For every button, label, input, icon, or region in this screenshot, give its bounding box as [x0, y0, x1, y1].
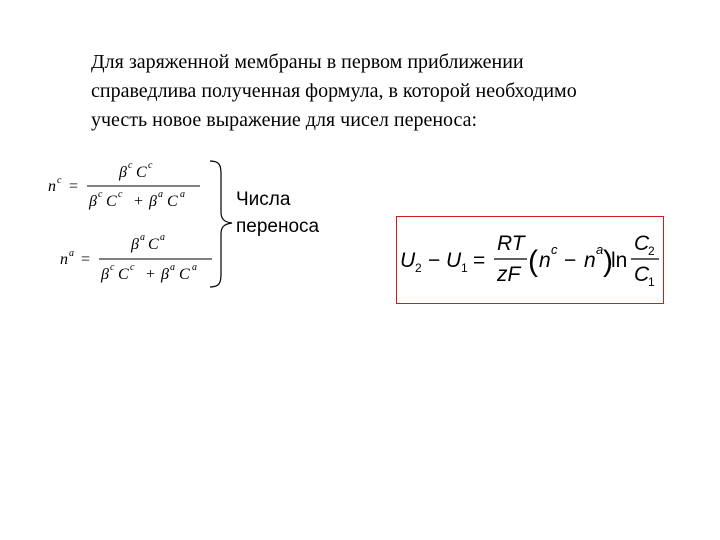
- v-rparen: ): [603, 245, 613, 278]
- na-den-beta1: β: [101, 266, 109, 283]
- nc-lhs-sup: c: [57, 175, 62, 186]
- na-lhs-sup: a: [69, 248, 74, 259]
- v-C1-sub: 1: [648, 275, 655, 289]
- curly-brace: [210, 161, 232, 287]
- v-U1: U: [446, 249, 462, 272]
- v-U2-sub: 2: [415, 261, 422, 275]
- v-ln: ln: [611, 249, 628, 272]
- v-na: n: [584, 249, 596, 272]
- na-den-beta2: β: [161, 266, 169, 283]
- na-den-plus: +: [146, 266, 156, 283]
- nc-den-C1-sup: c: [118, 189, 123, 200]
- na-den-beta2-sup: a: [170, 262, 175, 273]
- v-equals: =: [473, 249, 486, 272]
- formula-na: [60, 232, 212, 283]
- nc-den-beta2-sup: a: [158, 189, 163, 200]
- v-nc-sup: c: [551, 242, 558, 257]
- na-num-C: C: [148, 236, 159, 253]
- label-line-1: Числа: [236, 189, 291, 210]
- v-minus2: −: [564, 249, 577, 272]
- formula-nc: [48, 160, 200, 210]
- v-C2-sub: 2: [648, 244, 655, 258]
- nc-den-beta1: β: [89, 193, 97, 210]
- na-num-C-sup: a: [160, 232, 165, 243]
- v-zF: zF: [497, 263, 521, 286]
- nc-equals: =: [69, 178, 79, 195]
- nc-lhs: n: [48, 178, 56, 195]
- v-C2: C: [634, 232, 650, 255]
- na-equals: =: [81, 251, 91, 268]
- v-C1: C: [634, 263, 650, 286]
- v-lparen: (: [528, 245, 538, 278]
- na-lhs: n: [60, 251, 68, 268]
- na-den-C2: C: [179, 266, 190, 283]
- nc-den-C1: C: [106, 193, 117, 210]
- nc-den-C2: C: [167, 193, 178, 210]
- na-den-C1: C: [118, 266, 129, 283]
- voltage-formula-box: [396, 216, 664, 304]
- nc-den-beta2: β: [149, 193, 157, 210]
- nc-den-plus: +: [134, 193, 144, 210]
- v-U1-sub: 1: [461, 261, 468, 275]
- na-num-beta-sup: a: [140, 232, 145, 243]
- nc-den-beta1-sup: c: [98, 189, 103, 200]
- na-den-C2-sup: a: [192, 262, 197, 273]
- na-den-C1-sup: c: [130, 262, 135, 273]
- v-minus1: −: [428, 249, 441, 272]
- nc-num-C: C: [136, 164, 147, 181]
- label-line-2: переноса: [236, 216, 320, 237]
- na-num-beta: β: [131, 236, 139, 253]
- transfer-numbers-label: [236, 186, 319, 240]
- v-U2: U: [400, 249, 416, 272]
- nc-num-C-sup: c: [148, 160, 153, 171]
- nc-num-beta: β: [119, 164, 127, 181]
- nc-num-beta-sup: c: [128, 160, 133, 171]
- v-nc: n: [539, 249, 551, 272]
- v-na-sup: a: [596, 242, 604, 257]
- v-RT: RT: [497, 232, 525, 255]
- na-den-beta1-sup: c: [110, 262, 115, 273]
- nc-den-C2-sup: a: [180, 189, 185, 200]
- intro-paragraph: Для заряженной мембраны в первом приближении справедлива полученная формула, в которой необходимо учесть новое выражение для чисел переноса:: [91, 51, 577, 131]
